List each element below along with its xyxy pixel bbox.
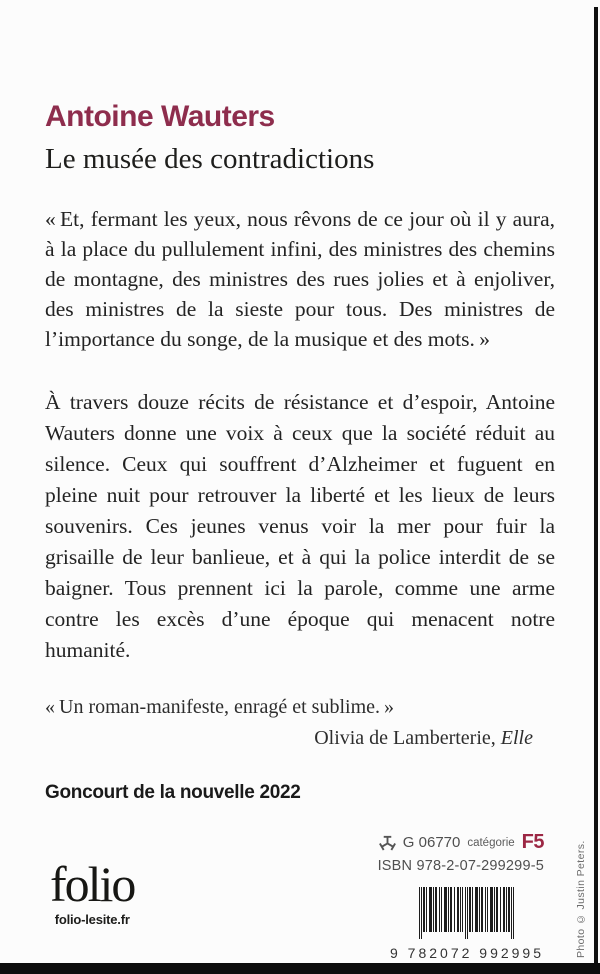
category-label: catégorie [467,836,515,849]
imprint-block [378,831,544,963]
barcode [399,887,535,941]
photo-credit: Photo © Justin Peters. [575,840,587,958]
book-synopsis: À travers douze récits de résistance et d’espoir, Antoine Wauters donne une voix à ceux que la société réduit au silence. Ceux qui souffrent d’Alzheimer et fuguent en pleine nuit pour retrouver la liberté et les lieux de leurs souvenirs. Ces jeunes venus voir la mer pour fuir la grisaille de leur banlieue, et à qui la police interdit de se baigner. Tous prennent ici la parole, comme une arme contre les excès d’une époque qui menacent notre humanité. [45,390,555,662]
review-publication: Elle [500,727,533,749]
book-title: Le musée des contradictions [45,143,375,175]
stock-code: G 06770 [402,834,461,851]
cover-bottom-edge [0,963,600,974]
author-name: Antoine Wauters [45,100,275,133]
folio-logo: folio [50,856,135,912]
cover-right-edge [594,7,598,974]
isbn-number: ISBN 978-2-07-299299-5 [377,858,544,874]
publisher-website: folio-lesite.fr [54,912,130,927]
award-mention: Goncourt de la nouvelle 2022 [45,782,301,803]
pinwheel-icon [379,834,396,851]
barcode-block [390,887,544,961]
press-review-attribution [45,725,533,751]
reviewer-name: Olivia de Lamberterie, [314,727,501,749]
book-excerpt-quote: « Et, fermant les yeux, nous rêvons de ce jour où il y aura, à la place du pullulement infini, des ministres des chemins de montagne, des ministres des rues jolies et à enjoliver, des ministres de la sieste pour tous. Des ministres de l’importance du songe, de la musique et des mots. » [45,207,555,351]
category-line [378,831,544,854]
category-value: F5 [521,831,544,853]
barcode-digits: 9 782072 992995 [390,945,544,961]
publisher-block [50,856,135,927]
press-review-quote: « Un roman-manifeste, enragé et sublime. » [45,696,395,718]
